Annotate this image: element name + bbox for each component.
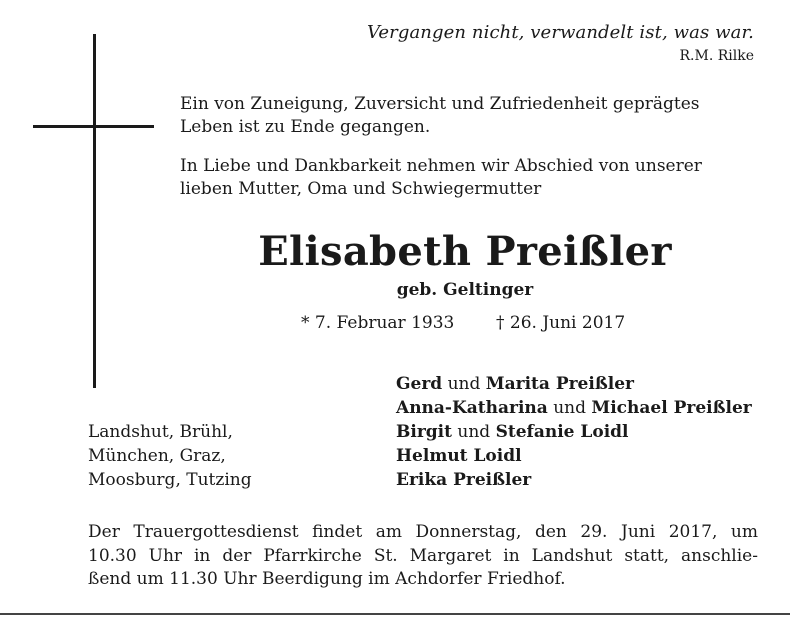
intro-paragraph-2 [180, 155, 760, 201]
intro-line: lieben Mutter, Oma und Schwiegermutter [180, 179, 542, 199]
funeral-line: Der Trauergottesdienst findet am Donnerstag, den 29. Juni 2017, um [88, 522, 758, 542]
deceased-name: Elisabeth Preißler [258, 228, 672, 275]
mourner-name: Stefanie Loidl [495, 422, 629, 442]
mourner-name: Birgit [396, 422, 452, 442]
intro-line: In Liebe und Dankbarkeit nehmen wir Abschied von unserer [180, 156, 702, 176]
mourner-name: Gerd [396, 374, 443, 394]
mourners-list [396, 372, 752, 492]
birth-name: geb. Geltinger [396, 280, 534, 300]
mourner-name: Erika Preißler [396, 470, 532, 490]
quote-author: R.M. Rilke [679, 48, 754, 64]
quote-text: Vergangen nicht, verwandelt ist, was war. [366, 22, 754, 43]
mourner-joiner: und [553, 398, 586, 418]
mourner-row [396, 372, 752, 396]
mourner-name: Michael Preißler [591, 398, 752, 418]
mourner-joiner: und [457, 422, 491, 442]
mourner-name: Helmut Loidl [396, 446, 522, 466]
bottom-border [0, 613, 790, 615]
mourner-name: Marita Preißler [485, 374, 634, 394]
intro-line: Leben ist zu Ende gegangen. [180, 117, 431, 137]
place-line: Moosburg, Tutzing [88, 470, 252, 490]
mourner-row [396, 396, 752, 420]
death-date: † 26. Juni 2017 [496, 313, 626, 333]
funeral-details [88, 521, 758, 592]
places-list [88, 420, 252, 492]
mourner-row [396, 420, 752, 444]
cross-icon-bar [33, 125, 154, 128]
mourner-row [396, 468, 752, 492]
mourner-joiner: und [447, 374, 481, 394]
funeral-line: 10.30 Uhr in der Pfarrkirche St. Margaret in Landshut statt, anschlie- [88, 545, 758, 566]
birth-date: * 7. Februar 1933 [301, 313, 455, 333]
place-line: Landshut, Brühl, [88, 422, 233, 442]
place-line: München, Graz, [88, 446, 226, 466]
intro-line: Ein von Zuneigung, Zuversicht und Zufriedenheit geprägtes [180, 94, 700, 114]
cross-icon [93, 34, 96, 388]
intro-paragraph-1 [180, 93, 760, 139]
mourner-name: Anna-Katharina [396, 398, 548, 418]
mourner-row [396, 444, 752, 468]
funeral-line: ßend um 11.30 Uhr Beerdigung im Achdorfer Friedhof. [88, 569, 566, 589]
